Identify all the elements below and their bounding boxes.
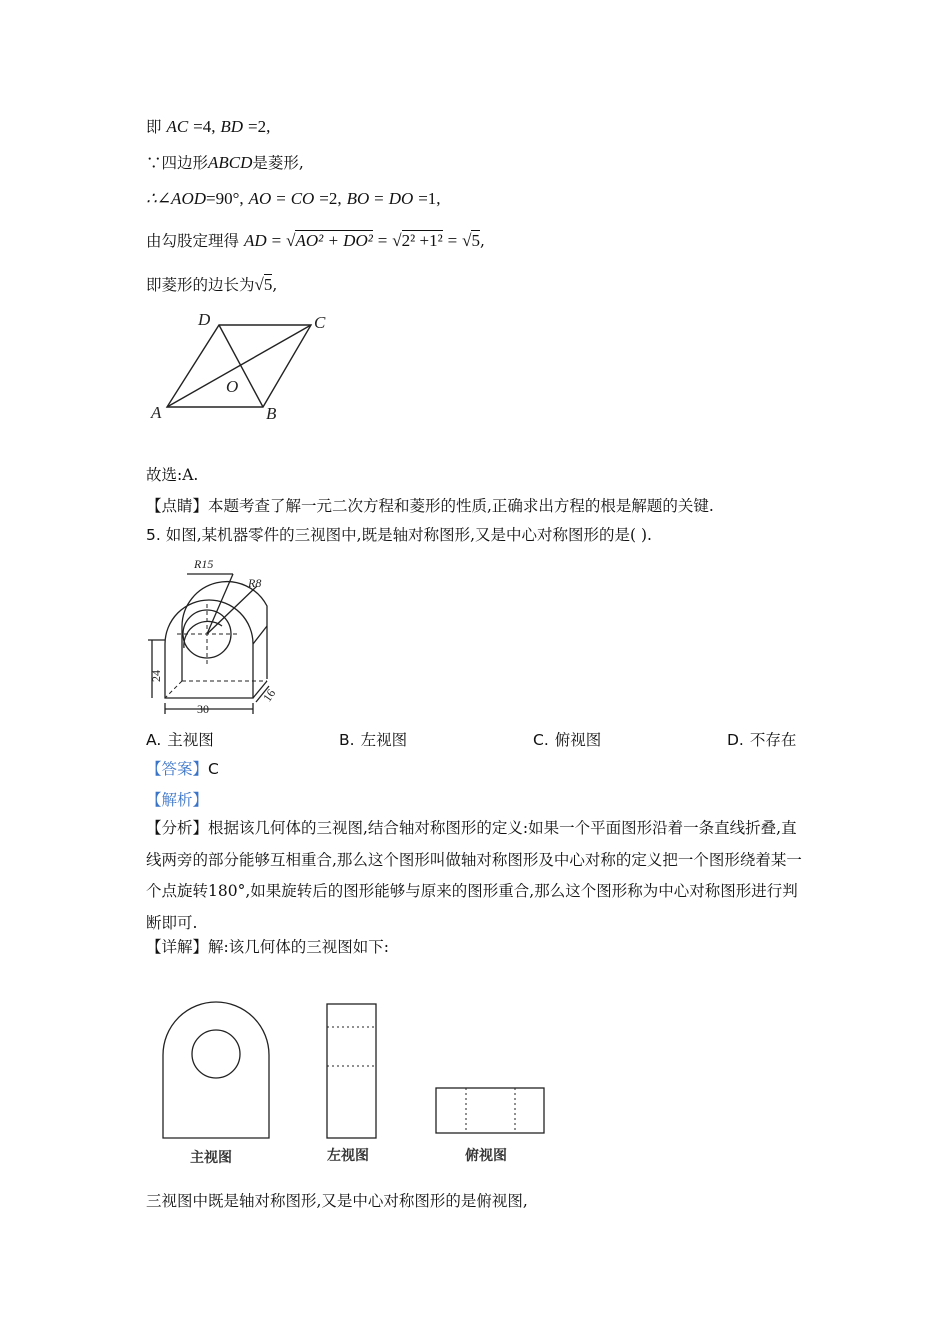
detail-line: 【详解】解:该几何体的三视图如下:: [146, 938, 389, 956]
label-o: O: [226, 377, 239, 396]
machine-part-figure: [144, 556, 284, 716]
label-30: 30: [197, 702, 209, 716]
label-b: B: [266, 404, 277, 423]
caption-front-view: 主视图: [190, 1150, 232, 1166]
angle-value: =90°,: [206, 189, 244, 208]
answer-line: [146, 758, 219, 780]
math-abcd: ABCD: [208, 153, 253, 172]
solution-line-5: 即菱形的边长为√5,: [146, 275, 278, 294]
option-c[interactable]: C. 俯视图: [533, 731, 602, 749]
label-16: 16: [259, 686, 279, 705]
math-ao: AO: [248, 189, 272, 208]
sqrt-2: √2² +1²: [392, 231, 443, 250]
top-view-shape: [436, 1088, 544, 1133]
option-a[interactable]: A. 主视图: [146, 731, 214, 749]
front-view-shape: [163, 1002, 269, 1138]
label-r8: R8: [248, 576, 262, 590]
solution-line-2: [146, 152, 304, 174]
value-bd: =2,: [248, 117, 271, 136]
angle-aod: ∴∠AOD: [146, 189, 206, 208]
math-ac: AC: [166, 117, 189, 136]
left-view-shape: [327, 1004, 376, 1138]
conclusion-line: 三视图中既是轴对称图形,又是中心对称图形的是俯视图,: [146, 1192, 528, 1210]
sqrt-1: √AO² + DO²: [286, 231, 373, 250]
label-d: D: [198, 310, 211, 329]
value-do: =1,: [418, 189, 441, 208]
option-d[interactable]: D. 不存在: [727, 731, 797, 749]
solution-line-1: [146, 116, 270, 138]
question-text: 如图,某机器零件的三视图中,既是轴对称图形,又是中心对称图形的是( ).: [165, 526, 652, 544]
math-do: DO: [388, 189, 414, 208]
three-views-figure: [150, 990, 560, 1170]
label-a: A: [151, 403, 162, 422]
label-c: C: [314, 313, 326, 332]
analysis-paragraph: 【分析】根据该几何体的三视图,结合轴对称图形的定义:如果一个平面图形沿着一条直线折叠,直线两旁的部分能够互相重合,那么这个图形叫做轴对称图形及中心对称的定义把一个图形绕着某一个点旋转180°,如果旋转后的图形能够与原来的图形重合,那么这个图形称为中心对称图形进行判断即可.: [146, 819, 802, 932]
rhombus-figure: [146, 306, 346, 426]
math-bd: BD: [220, 117, 244, 136]
side-length-text: 即菱形的边长为: [146, 276, 255, 294]
pythagoras-text: 由勾股定理得: [146, 232, 240, 250]
caption-top-view: 俯视图: [465, 1148, 507, 1164]
sqrt-3: √5: [462, 231, 480, 250]
option-b[interactable]: B. 左视图: [339, 731, 408, 749]
solution-line-3: [146, 188, 441, 210]
caption-left-view: 左视图: [327, 1148, 369, 1164]
choice-line: 故选:A.: [146, 466, 199, 484]
equals-sign: =: [276, 189, 286, 208]
sqrt-5: √5: [254, 275, 273, 294]
question-number: 5.: [146, 526, 161, 544]
answer-tag: 【答案】: [146, 760, 209, 778]
label-24: 24: [149, 670, 163, 682]
math-co: CO: [290, 189, 315, 208]
solution-line-4: 由勾股定理得 AD = √AO² + DO² = √2² +1² = √5,: [146, 231, 485, 250]
analysis-tag: 【解析】: [146, 791, 209, 809]
rhombus-statement: 是菱形,: [252, 154, 304, 172]
label-r15: R15: [194, 557, 214, 571]
equals-sign: =: [374, 189, 384, 208]
question-5: [146, 524, 652, 546]
value-co: =2,: [319, 189, 342, 208]
text-prefix: 即: [146, 118, 162, 136]
math-ad: AD: [243, 231, 267, 250]
since-text: ∵四边形: [146, 154, 209, 172]
answer-value: C: [208, 760, 219, 778]
math-bo: BO: [346, 189, 370, 208]
value-ac: =4,: [193, 117, 216, 136]
remark-line: 【点睛】本题考查了解一元二次方程和菱形的性质,正确求出方程的根是解题的关键.: [146, 497, 714, 515]
